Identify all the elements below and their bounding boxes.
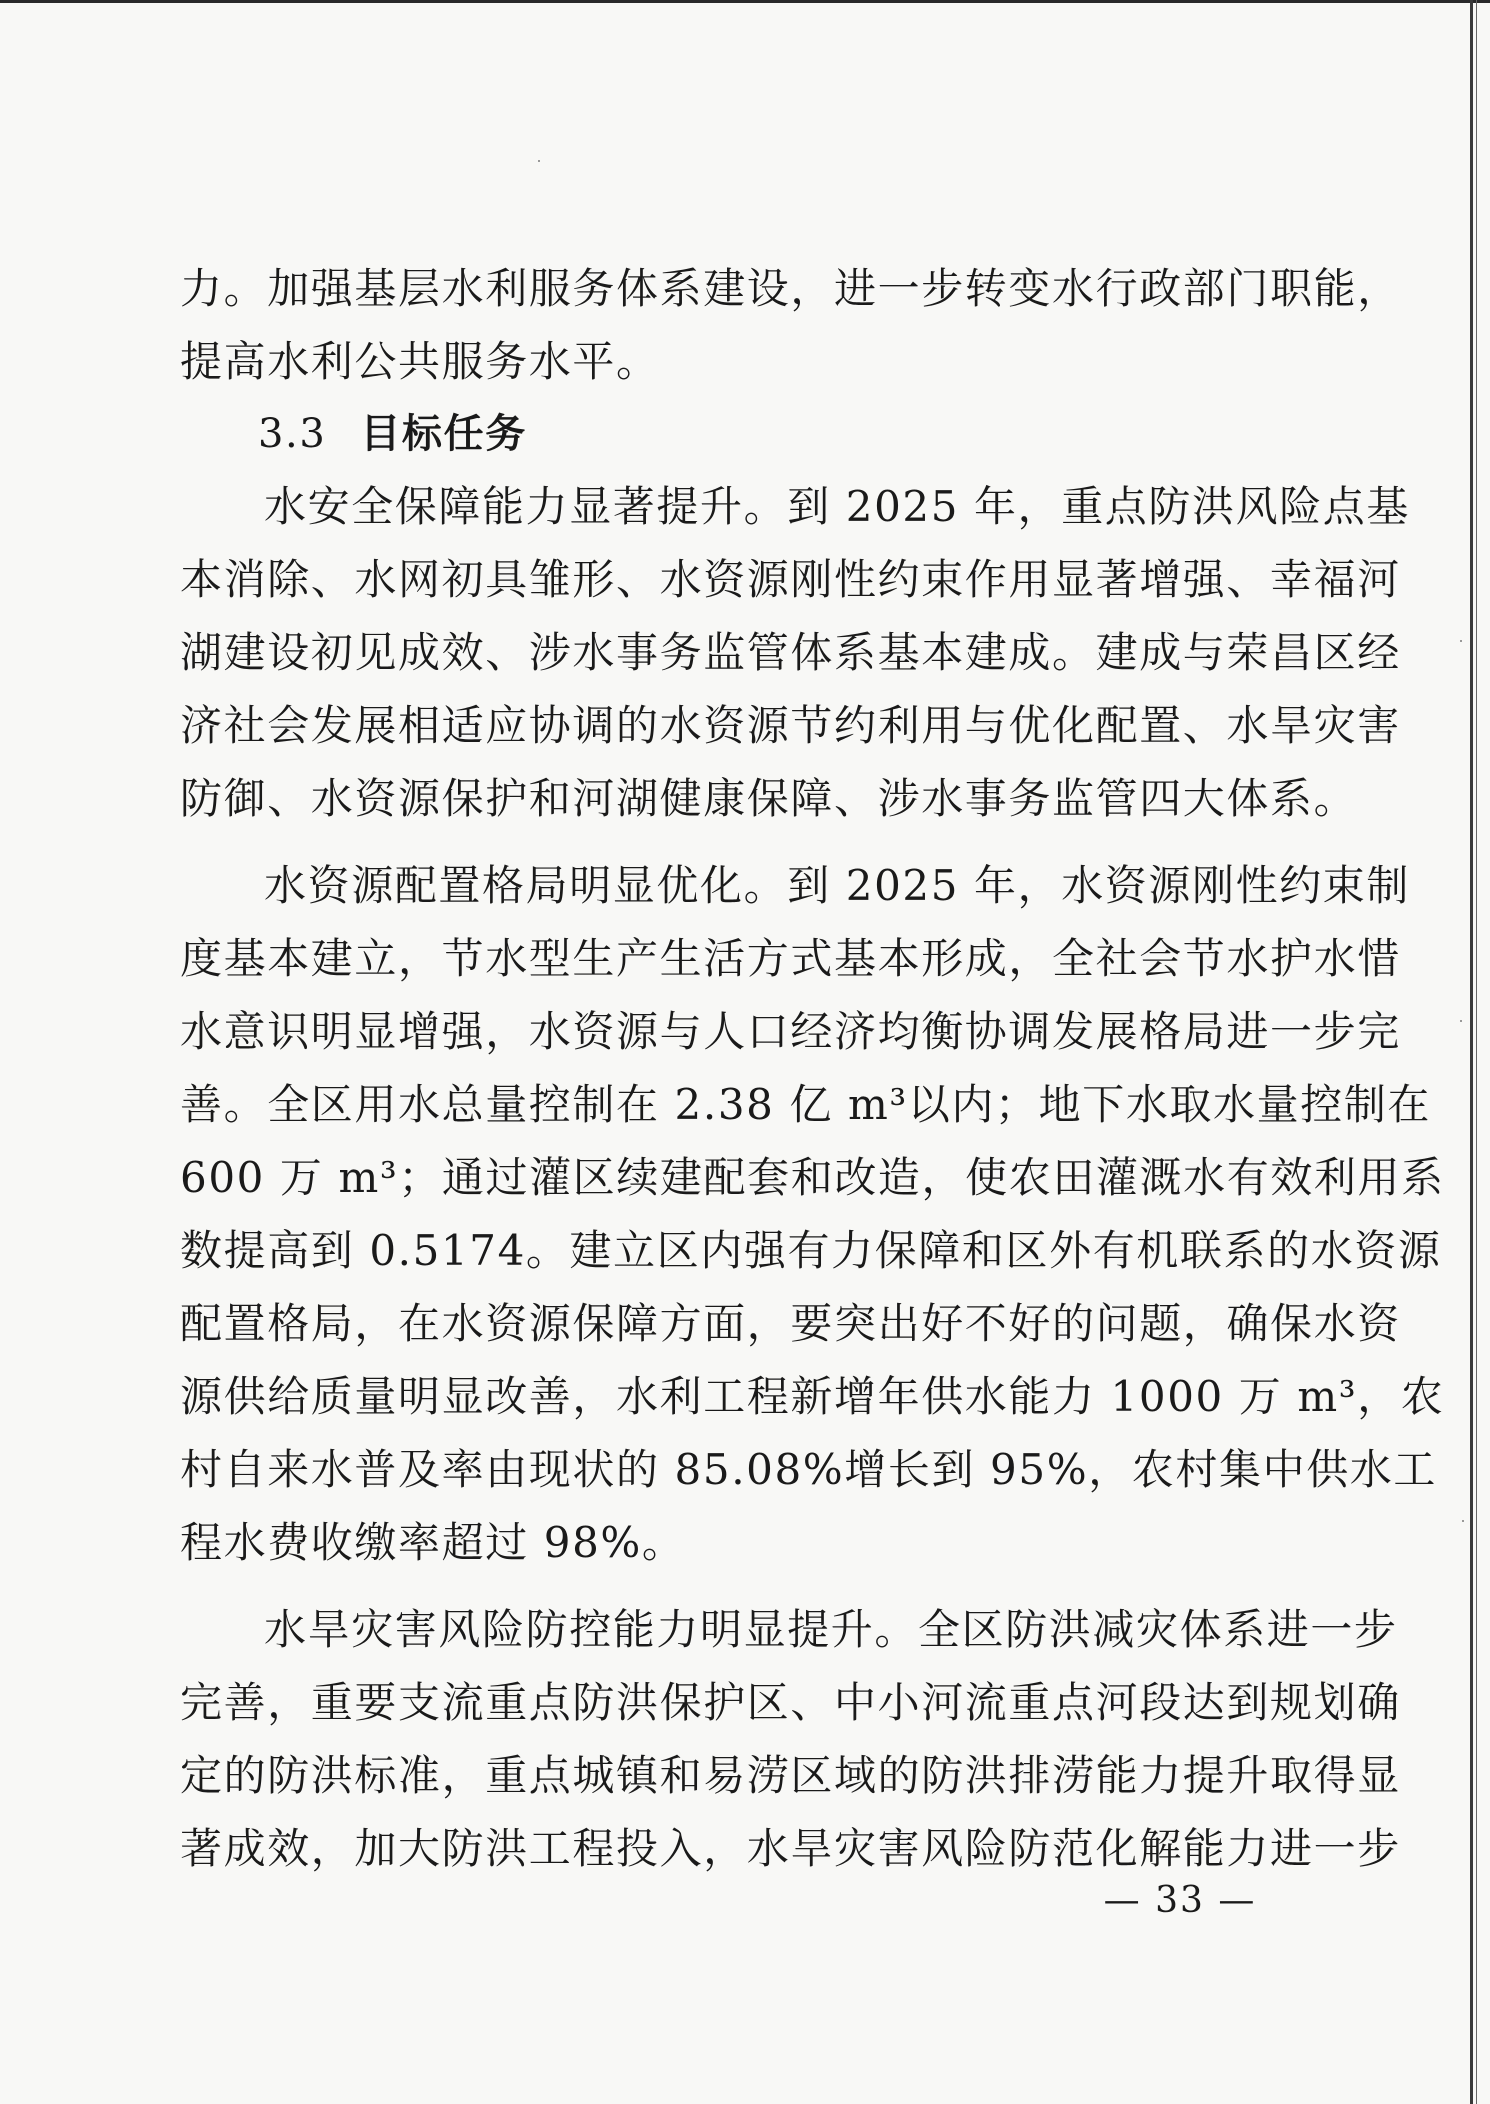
scan-speck [1460,1020,1462,1022]
text-line: 水安全保障能力显著提升。到 2025 年，重点防洪风险点基 [264,482,1410,531]
text-line: 水旱灾害风险防控能力明显提升。全区防洪减灾体系进一步 [264,1605,1398,1654]
text-line: 水意识明显增强，水资源与人口经济均衡协调发展格局进一步完 [180,1007,1401,1056]
text-line: 防御、水资源保护和河湖健康保障、涉水事务监管四大体系。 [180,774,1358,823]
text-line: 源供给质量明显改善，水利工程新增年供水能力 1000 万 m³，农 [180,1372,1445,1421]
text-line: 配置格局，在水资源保障方面，要突出好不好的问题，确保水资 [180,1299,1401,1348]
text-line: 著成效，加大防洪工程投入，水旱灾害风险防范化解能力进一步 [180,1824,1401,1873]
text-line: 村自来水普及率由现状的 85.08%增长到 95%，农村集中供水工 [180,1445,1437,1494]
scan-speck [1462,1520,1464,1522]
scan-speck [538,160,540,162]
text-line: 力。加强基层水利服务体系建设，进一步转变水行政部门职能， [180,264,1401,313]
text-line: 提高水利公共服务水平。 [180,337,660,386]
body-text [180,252,1445,1885]
section-number: 3.3 [258,411,327,457]
text-line: 善。全区用水总量控制在 2.38 亿 m³以内；地下水取水量控制在 [180,1080,1432,1129]
text-line: 济社会发展相适应协调的水资源节约利用与优化配置、水旱灾害 [180,701,1401,750]
section-title: 目标任务 [360,411,527,457]
text-line: 度基本建立，节水型生产生活方式基本形成，全社会节水护水惜 [180,934,1401,983]
text-line: 湖建设初见成效、涉水事务监管体系基本建成。建成与荣昌区经 [180,628,1401,677]
scan-speck [1460,640,1462,642]
right-binding-line-inner [1476,0,1477,2104]
text-line: 本消除、水网初具雏形、水资源刚性约束作用显著增强、幸福河 [180,555,1401,604]
section-heading [180,398,1270,470]
text-line: 水资源配置格局明显优化。到 2025 年，水资源刚性约束制 [264,861,1410,910]
page-number: — 33 — [1103,1880,1257,1921]
text-line: 600 万 m³；通过灌区续建配套和改造，使农田灌溉水有效利用系 [180,1153,1445,1202]
text-line: 完善，重要支流重点防洪保护区、中小河流重点河段达到规划确 [180,1678,1401,1727]
text-line: 数提高到 0.5174。建立区内强有力保障和区外有机联系的水资源 [180,1226,1442,1275]
text-line: 程水费收缴率超过 98%。 [180,1518,686,1567]
text-line: 定的防洪标准，重点城镇和易涝区域的防洪排涝能力提升取得显 [180,1751,1401,1800]
right-binding-line [1470,0,1473,2104]
top-border-line [0,0,1490,3]
